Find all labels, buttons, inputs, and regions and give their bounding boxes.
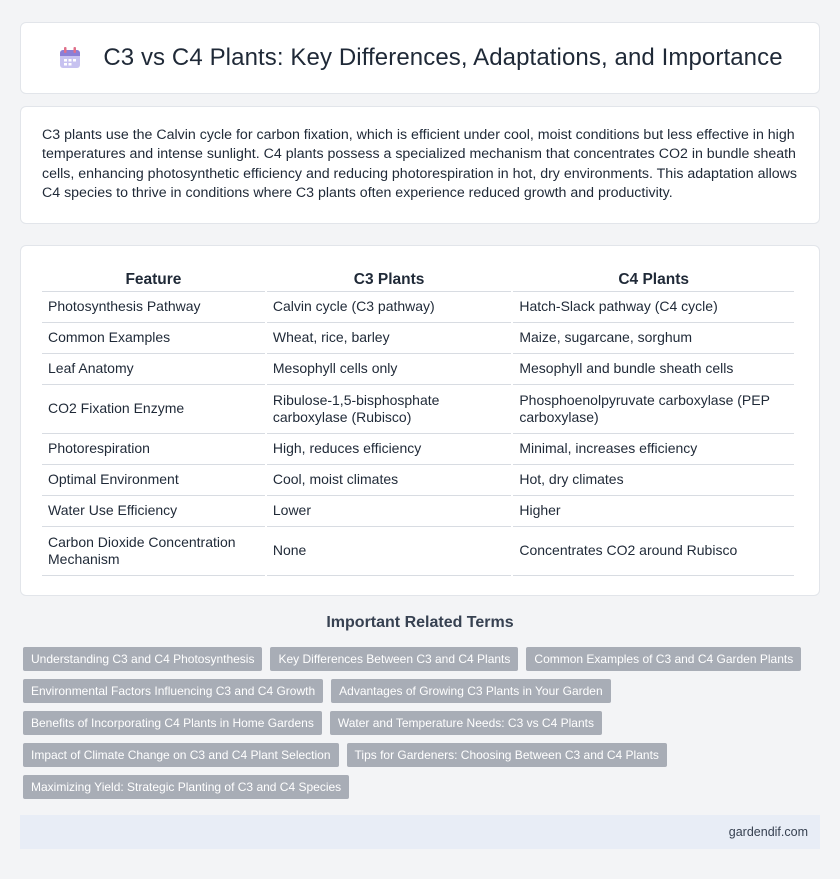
related-tags	[20, 647, 820, 807]
related-tag[interactable]: Maximizing Yield: Strategic Planting of C3 and C4 Species	[23, 775, 349, 799]
related-tag[interactable]: Tips for Gardeners: Choosing Between C3 and C4 Plants	[347, 743, 667, 767]
table-cell: None	[267, 527, 511, 576]
header-c3: C3 Plants	[267, 266, 511, 292]
table-row	[42, 527, 794, 576]
table-cell: Hatch-Slack pathway (C4 cycle)	[513, 292, 794, 323]
table-cell: Concentrates CO2 around Rubisco	[513, 527, 794, 576]
related-tag[interactable]: Impact of Climate Change on C3 and C4 Plant Selection	[23, 743, 339, 767]
related-tag[interactable]: Common Examples of C3 and C4 Garden Plants	[526, 647, 801, 671]
table-cell: Hot, dry climates	[513, 465, 794, 496]
table-cell: Calvin cycle (C3 pathway)	[267, 292, 511, 323]
table-cell: Mesophyll cells only	[267, 354, 511, 385]
table-cell: Photorespiration	[42, 434, 265, 465]
intro-card	[20, 106, 820, 224]
table-cell: Water Use Efficiency	[42, 496, 265, 527]
table-row	[42, 323, 794, 354]
table-row	[42, 354, 794, 385]
table-row	[42, 496, 794, 527]
table-cell: Higher	[513, 496, 794, 527]
header-c4: C4 Plants	[513, 266, 794, 292]
table-cell: Common Examples	[42, 323, 265, 354]
table-cell: Wheat, rice, barley	[267, 323, 511, 354]
intro-paragraph: C3 plants use the Calvin cycle for carbon fixation, which is efficient under cool, moist conditions but less effective in high temperatures and intense sunlight. C4 plants possess a specialized mechanism that concentrates CO2 in bundle sheath cells, enhancing photosynthetic efficiency and reducing photorespiration in hot, dry environments. This adaptation allows C4 species to thrive in conditions where C3 plants often experience reduced growth and productivity.	[42, 127, 798, 202]
header-card	[20, 22, 820, 94]
table-header-row	[42, 266, 794, 292]
table-cell: Phosphoenolpyruvate carboxylase (PEP carboxylase)	[513, 385, 794, 434]
footer-site-link[interactable]: gardendif.com	[728, 825, 808, 839]
table-row	[42, 434, 794, 465]
table-row	[42, 292, 794, 323]
header-feature: Feature	[42, 266, 265, 292]
table-cell: Photosynthesis Pathway	[42, 292, 265, 323]
table-row	[42, 385, 794, 434]
related-tag[interactable]: Key Differences Between C3 and C4 Plants	[270, 647, 518, 671]
related-terms-title: Important Related Terms	[326, 614, 514, 631]
table-cell: Optimal Environment	[42, 465, 265, 496]
table-cell: Minimal, increases efficiency	[513, 434, 794, 465]
table-cell: Carbon Dioxide Concentration Mechanism	[42, 527, 265, 576]
table-cell: Leaf Anatomy	[42, 354, 265, 385]
table-cell: Cool, moist climates	[267, 465, 511, 496]
table-cell: Mesophyll and bundle sheath cells	[513, 354, 794, 385]
footer	[20, 815, 820, 849]
comparison-card	[20, 245, 820, 596]
header-inner	[57, 44, 782, 72]
page-title: C3 vs C4 Plants: Key Differences, Adaptations, and Importance	[103, 44, 783, 71]
table-cell: CO2 Fixation Enzyme	[42, 385, 265, 434]
calendar-icon	[57, 45, 83, 71]
table-row	[42, 465, 794, 496]
table-cell: High, reduces efficiency	[267, 434, 511, 465]
related-tag[interactable]: Environmental Factors Influencing C3 and C4 Growth	[23, 679, 323, 703]
related-tag[interactable]: Understanding C3 and C4 Photosynthesis	[23, 647, 262, 671]
related-tag[interactable]: Water and Temperature Needs: C3 vs C4 Plants	[330, 711, 602, 735]
table-cell: Lower	[267, 496, 511, 527]
related-terms-section	[20, 614, 820, 807]
table-cell: Maize, sugarcane, sorghum	[513, 323, 794, 354]
related-tag[interactable]: Advantages of Growing C3 Plants in Your Garden	[331, 679, 611, 703]
table-cell: Ribulose-1,5-bisphosphate carboxylase (Rubisco)	[267, 385, 511, 434]
related-tag[interactable]: Benefits of Incorporating C4 Plants in Home Gardens	[23, 711, 322, 735]
comparison-table	[40, 266, 796, 576]
